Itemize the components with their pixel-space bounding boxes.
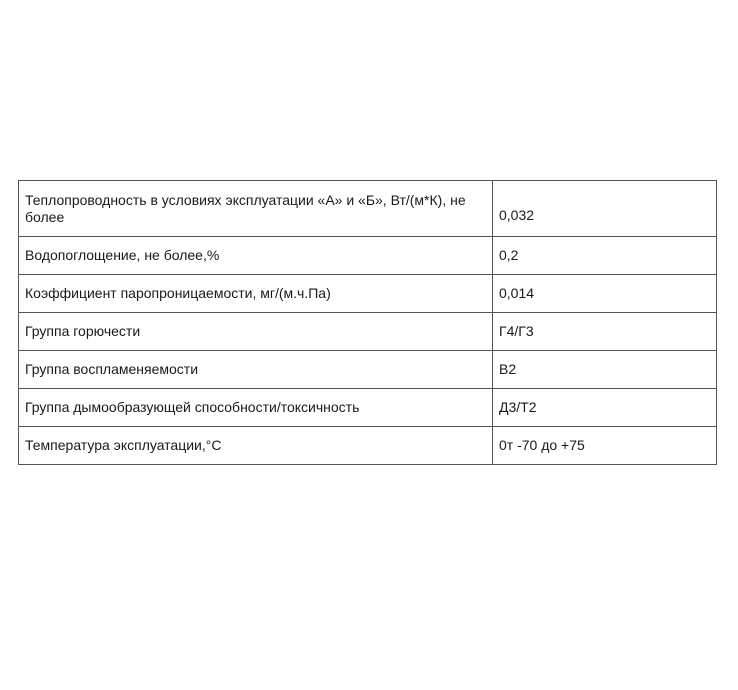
property-name: Группа воспламеняемости [19, 351, 493, 389]
property-value: Г4/Г3 [493, 313, 717, 351]
table-row [19, 275, 717, 313]
table-row [19, 389, 717, 427]
property-value: В2 [493, 351, 717, 389]
property-name: Группа дымообразующей способности/токсичность [19, 389, 493, 427]
property-value: 0,014 [493, 275, 717, 313]
property-name: Водопоглощение, не более,% [19, 237, 493, 275]
property-name: Группа горючести [19, 313, 493, 351]
property-value: Д3/Т2 [493, 389, 717, 427]
table-row [19, 181, 717, 237]
specifications-table [18, 180, 717, 465]
table-row [19, 237, 717, 275]
property-name: Температура эксплуатации,°С [19, 427, 493, 465]
table-row [19, 313, 717, 351]
property-value: 0т -70 до +75 [493, 427, 717, 465]
property-value: 0,032 [493, 181, 717, 237]
property-name: Коэффициент паропроницаемости, мг/(м.ч.Па) [19, 275, 493, 313]
table-row [19, 427, 717, 465]
table-row [19, 351, 717, 389]
property-value: 0,2 [493, 237, 717, 275]
property-name: Теплопроводность в условиях эксплуатации «А» и «Б», Вт/(м*К), не более [19, 181, 493, 237]
